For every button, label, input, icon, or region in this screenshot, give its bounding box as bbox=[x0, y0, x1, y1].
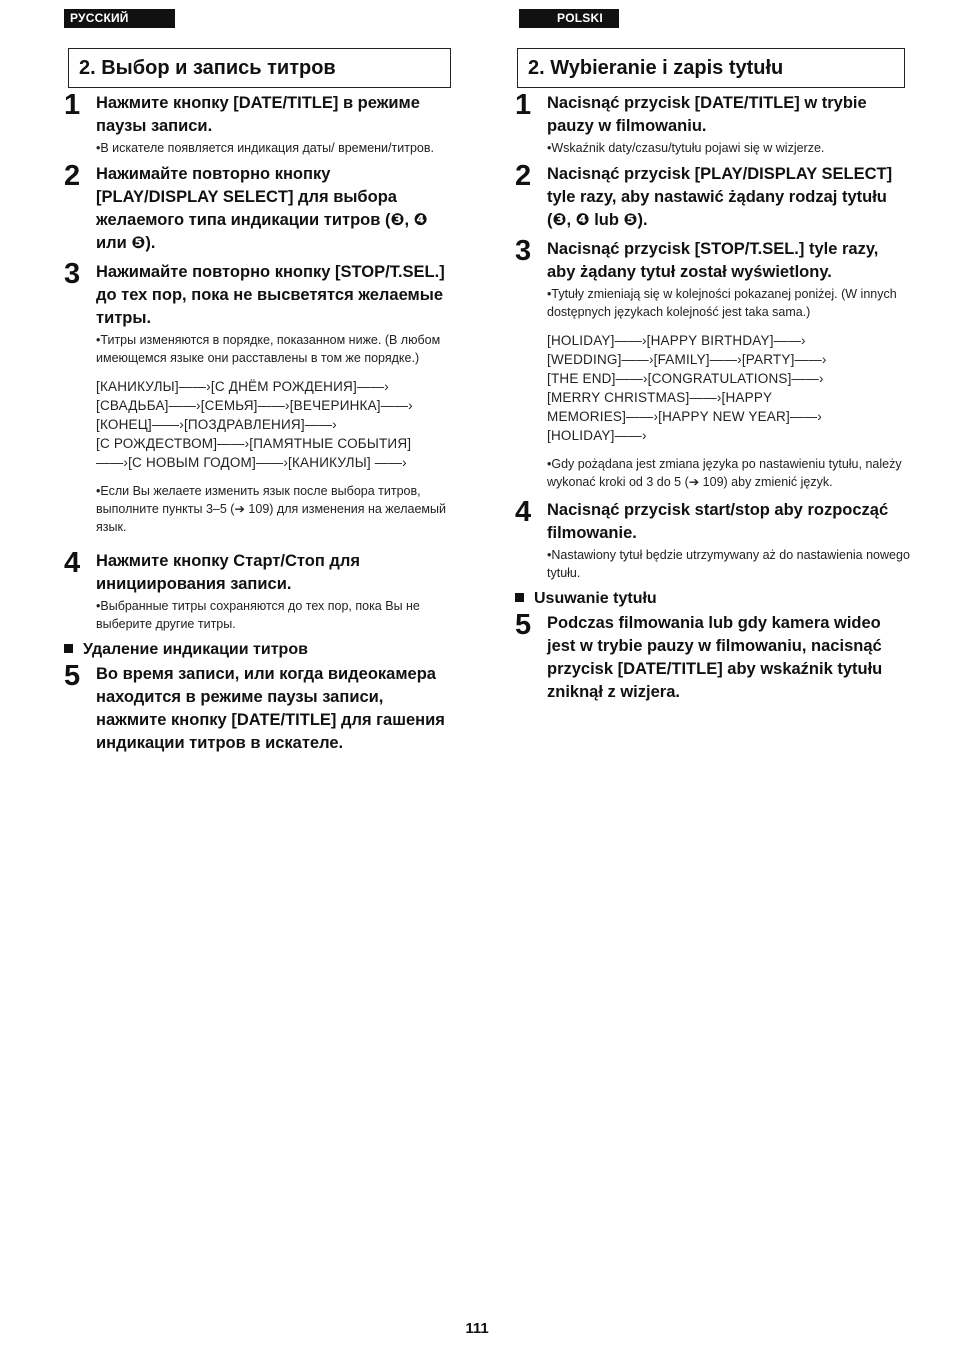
step-title: Nacisnąć przycisk [STOP/T.SEL.] tyle razy, aby żądany tytuł został wyświetlony. bbox=[547, 240, 879, 281]
step-number: 2 bbox=[515, 160, 532, 192]
step-3-polish bbox=[515, 235, 910, 491]
step-title: Nacisnąć przycisk [DATE/TITLE] w trybie pauzy w filmowaniu. bbox=[547, 94, 867, 135]
subheading-text: Удаление индикации титров bbox=[83, 641, 308, 658]
sequence-line: ——›[С НОВЫМ ГОДОМ]——›[КАНИКУЛЫ] ——› bbox=[96, 455, 407, 470]
step-note: •Tytuły zmieniają się w kolejności pokazanej poniżej. (W innych dostępnych językach kolejność jest taka sama.) bbox=[547, 287, 897, 319]
step-note: •Выбранные титры сохраняются до тех пор, пока Вы не выберите другие титры. bbox=[96, 599, 420, 631]
step-title: Нажмите кнопку Старт/Стоп для инициирования записи. bbox=[96, 552, 360, 593]
section-title-russian: 2. Выбор и запись титров bbox=[79, 57, 336, 79]
step-1-polish bbox=[515, 89, 910, 157]
step-title: Нажмите кнопку [DATE/TITLE] в режиме паузы записи. bbox=[96, 94, 420, 135]
sequence-line: [КОНЕЦ]——›[ПОЗДРАВЛЕНИЯ]——› bbox=[96, 417, 337, 432]
step-4-polish bbox=[515, 496, 910, 582]
sequence-line: [HOLIDAY]——› bbox=[547, 428, 647, 443]
title-sequence-russian bbox=[96, 377, 454, 472]
step-number: 1 bbox=[515, 89, 532, 121]
step-number: 5 bbox=[515, 609, 532, 641]
step-title: Podczas filmowania lub gdy kamera wideo jest w trybie pauzy w filmowaniu, nacisnąć przycisk [DATE/TITLE] aby wskaźnik tytułu zniknął z wizjera. bbox=[547, 614, 883, 701]
title-sequence-polish bbox=[547, 331, 910, 445]
steps-polish bbox=[515, 89, 910, 710]
language-badge-russian: РУССКИЙ ЯЗЫК bbox=[64, 9, 175, 28]
sequence-line: [КАНИКУЛЫ]——›[С ДНЁМ РОЖДЕНИЯ]——› bbox=[96, 379, 389, 394]
section-header-russian bbox=[68, 48, 451, 88]
step-title: Во время записи, или когда видеокамера находится в режиме паузы записи, нажмите кнопку [DATE/TITLE] для гашения индикации титров в искателе. bbox=[96, 665, 445, 752]
sequence-line: [THE END]——›[CONGRATULATIONS]——› bbox=[547, 371, 824, 386]
sequence-line: [СВАДЬБА]——›[СЕМЬЯ]——›[ВЕЧЕРИНКА]——› bbox=[96, 398, 413, 413]
bullet-square-icon bbox=[515, 593, 524, 602]
step-note: •Nastawiony tytuł będzie utrzymywany aż do nastawienia nowego tytułu. bbox=[547, 548, 910, 580]
step-5-polish bbox=[515, 609, 910, 704]
sequence-line: [MERRY CHRISTMAS]——›[HAPPY bbox=[547, 390, 773, 405]
bullet-square-icon bbox=[64, 644, 73, 653]
step-note: •Wskaźnik daty/czasu/tytułu pojawi się w wizjerze. bbox=[547, 141, 825, 155]
step-title: Nacisnąć przycisk start/stop aby rozpocząć filmowanie. bbox=[547, 501, 889, 542]
steps-russian bbox=[64, 89, 454, 761]
subheading-russian bbox=[64, 639, 454, 661]
step-number: 5 bbox=[64, 660, 81, 692]
sequence-line: [WEDDING]——›[FAMILY]——›[PARTY]——› bbox=[547, 352, 827, 367]
step-title: Нажимайте повторно кнопку [STOP/T.SEL.] до тех пор, пока не высветятся желаемые титры. bbox=[96, 263, 445, 327]
step-number: 2 bbox=[64, 160, 81, 192]
step-note: •В искателе появляется индикация даты/ времени/титров. bbox=[96, 141, 434, 155]
step-number: 3 bbox=[64, 258, 81, 290]
step-5-russian bbox=[64, 660, 454, 755]
step-number: 4 bbox=[515, 496, 532, 528]
step-number: 4 bbox=[64, 547, 81, 579]
step-4-russian bbox=[64, 547, 454, 633]
step-2-russian bbox=[64, 160, 454, 255]
page-number: 111 bbox=[465, 1320, 489, 1337]
step-title: Nacisnąć przycisk [PLAY/DISPLAY SELECT] tyle razy, aby nastawić żądany rodzaj tytułu (❸, ❹ lub ❺). bbox=[547, 165, 893, 229]
step-number: 3 bbox=[515, 235, 532, 267]
step-note: •Если Вы желаете изменить язык после выбора титров, выполните пункты 3–5 (➔ 109) для изменения на желаемый язык. bbox=[96, 484, 446, 534]
section-header-polish bbox=[517, 48, 905, 88]
step-note: •Титры изменяются в порядке, показанном ниже. (В любом имеющемся языке они расставлены в том же порядке.) bbox=[96, 333, 441, 365]
section-title-polish: 2. Wybieranie i zapis tytułu bbox=[528, 57, 784, 79]
language-badge-polish: POLSKI bbox=[519, 9, 619, 28]
sequence-line: [С РОЖДЕСТВОМ]——›[ПАМЯТНЫЕ СОБЫТИЯ] bbox=[96, 436, 412, 451]
sequence-line: [HOLIDAY]——›[HAPPY BIRTHDAY]——› bbox=[547, 333, 806, 348]
subheading-polish bbox=[515, 588, 910, 610]
sequence-line: MEMORIES]——›[HAPPY NEW YEAR]——› bbox=[547, 409, 822, 424]
subheading-text: Usuwanie tytułu bbox=[534, 590, 657, 607]
step-2-polish bbox=[515, 160, 910, 232]
step-number: 1 bbox=[64, 89, 81, 121]
step-3-russian bbox=[64, 258, 454, 536]
step-note: •Gdy pożądana jest zmiana języka po nastawieniu tytułu, należy wykonać kroki od 3 do 5 (➔ 109) aby zmienić język. bbox=[547, 457, 902, 489]
step-title: Нажимайте повторно кнопку [PLAY/DISPLAY SELECT] для выбора желаемого типа индикации титров (❸, ❹ или ❺). bbox=[96, 165, 428, 252]
step-1-russian bbox=[64, 89, 454, 157]
